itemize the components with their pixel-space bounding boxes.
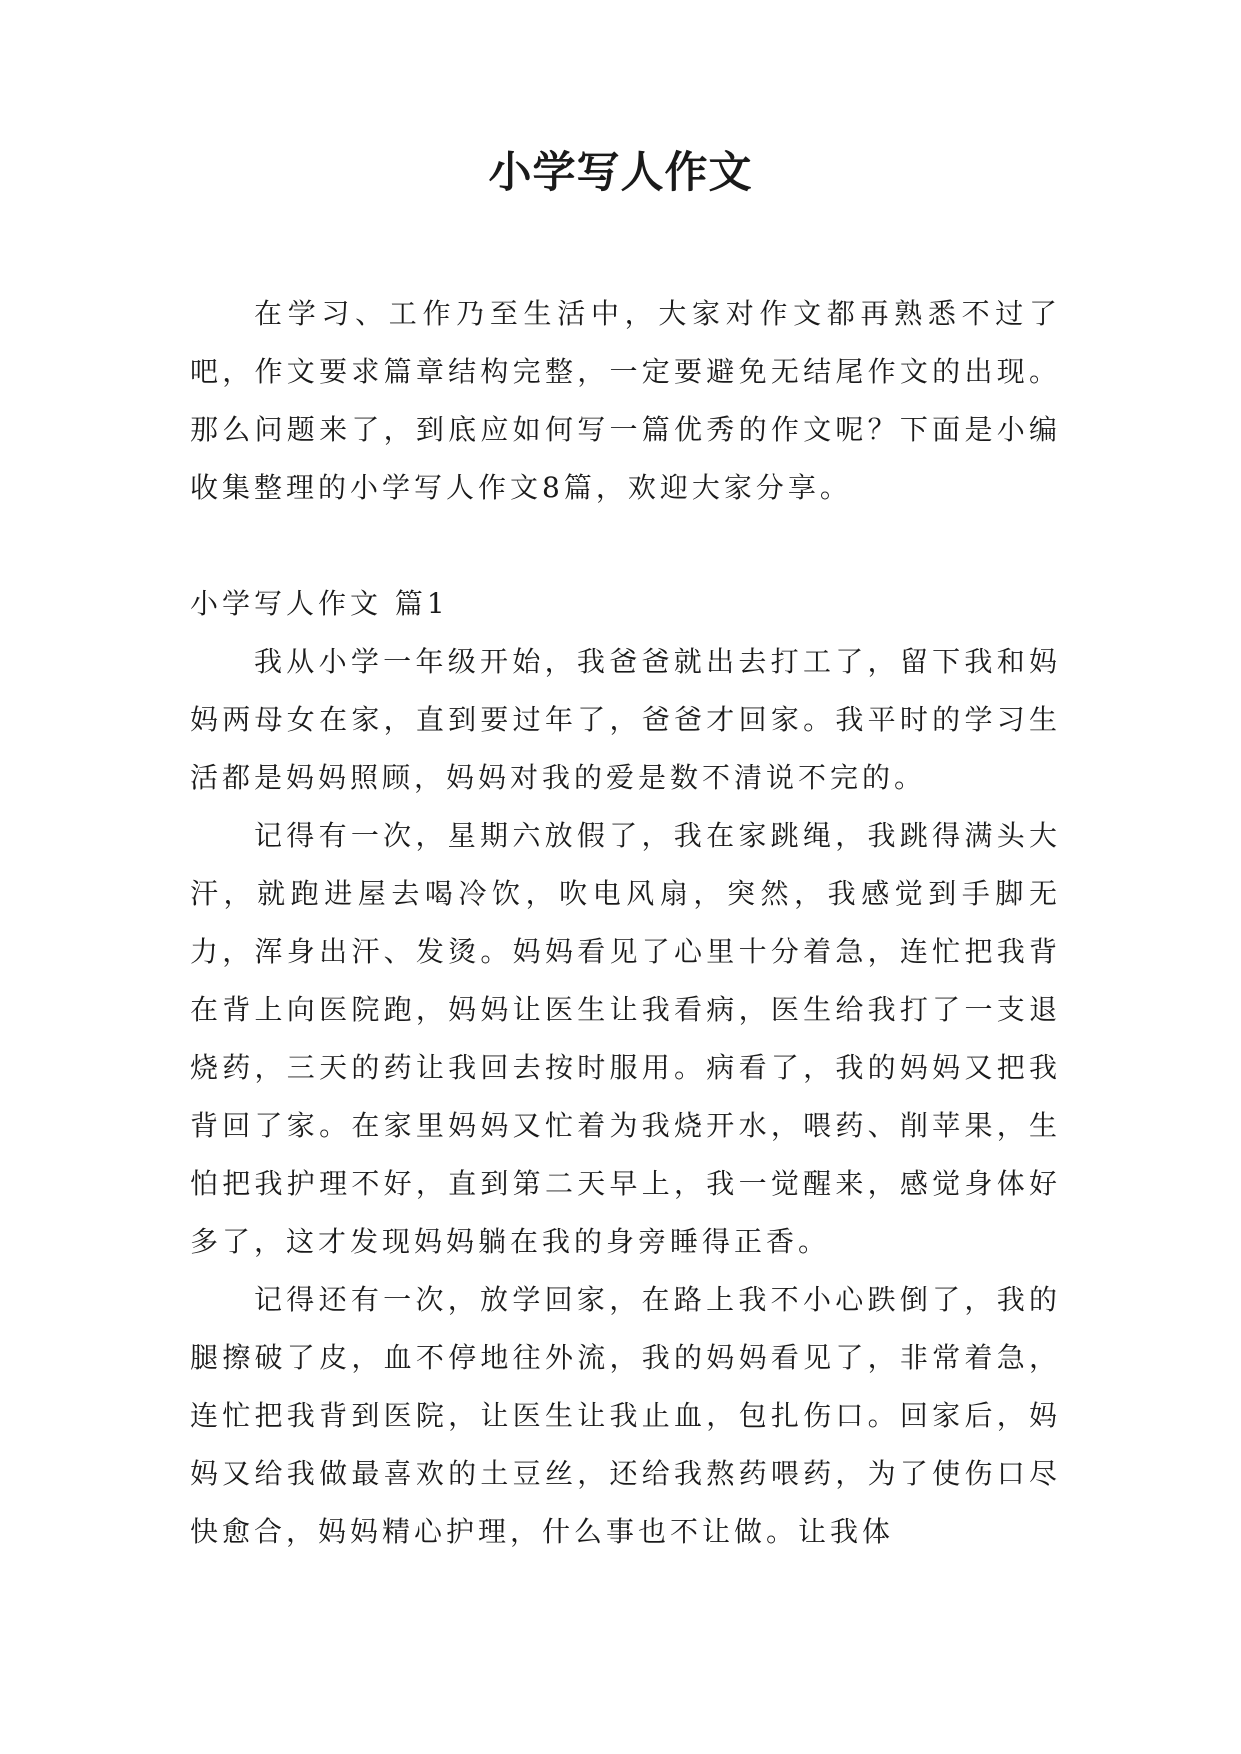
document-title: 小学写人作文	[488, 148, 753, 198]
body-paragraph-1: 我从小学一年级开始，我爸爸就出去打工了，留下我和妈妈两母女在家，直到要过年了，爸爸才回家。我平时的学习生活都是妈妈照顾，妈妈对我的爱是数不清说不完的。	[190, 645, 1061, 794]
paragraph-gap	[190, 517, 1061, 575]
intro-paragraph: 在学习、工作乃至生活中，大家对作文都再熟悉不过了吧，作文要求篇章结构完整，一定要避免无结尾作文的出现。那么问题来了，到底应如何写一篇优秀的作文呢？下面是小编收集整理的小学写人作文8篇，欢迎大家分享。	[190, 297, 1061, 504]
body-paragraph-3: 记得还有一次，放学回家，在路上我不小心跌倒了，我的腿擦破了皮，血不停地往外流，我的妈妈看见了，非常着急，连忙把我背到医院，让医生让我止血，包扎伤口。回家后，妈妈又给我做最喜欢的土豆丝，还给我熬药喂药，为了使伤口尽快愈合，妈妈精心护理，什么事也不让做。让我体	[190, 1283, 1061, 1548]
body-paragraph-2: 记得有一次，星期六放假了，我在家跳绳，我跳得满头大汗，就跑进屋去喝冷饮，吹电风扇，突然，我感觉到手脚无力，浑身出汗、发烫。妈妈看见了心里十分着急，连忙把我背在背上向医院跑，妈妈让医生让我看病，医生给我打了一支退烧药，三天的药让我回去按时服用。病看了，我的妈妈又把我背回了家。在家里妈妈又忙着为我烧开水，喂药、削苹果，生怕把我护理不好，直到第二天早上，我一觉醒来，感觉身体好多了，这才发现妈妈躺在我的身旁睡得正香。	[190, 819, 1061, 1258]
section-heading: 小学写人作文 篇1	[190, 587, 449, 620]
document-body	[190, 285, 1061, 1561]
